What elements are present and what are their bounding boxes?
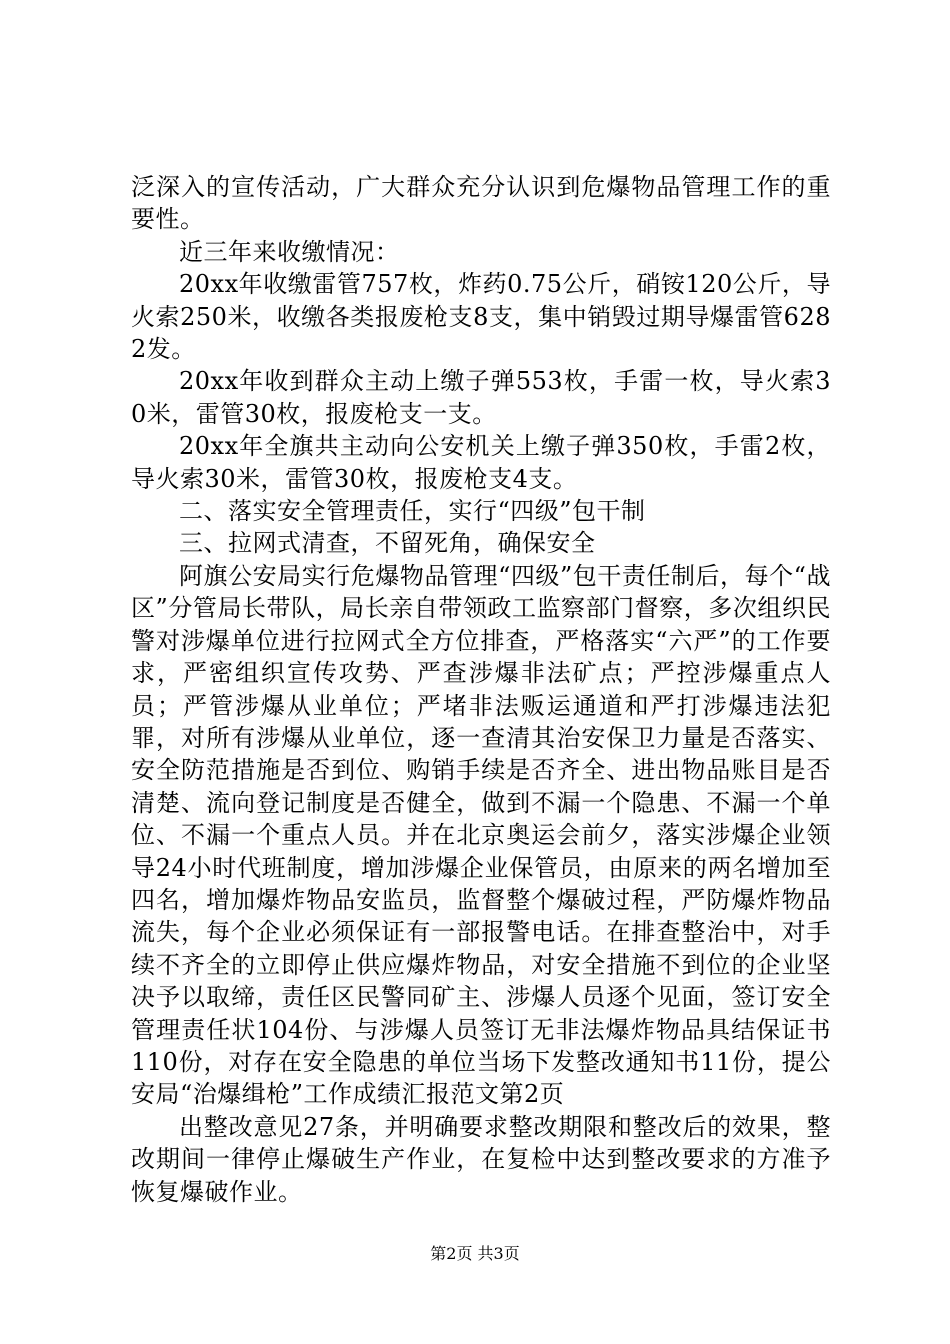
document-body: [131, 171, 831, 1208]
paragraph-4: 20xx年收到群众主动上缴子弹553枚，手雷一枚，导火索30米，雷管30枚，报废枪支一支。: [131, 367, 831, 428]
paragraph-1: 泛深入的宣传活动，广大群众充分认识到危爆物品管理工作的重要性。: [131, 173, 831, 234]
page-footer: 第2页 共3页: [430, 1244, 520, 1263]
section-heading-3: 三、拉网式清查，不留死角，确保安全: [179, 529, 596, 558]
paragraph-3: 20xx年收缴雷管757枚，炸药0.75公斤，硝铵120公斤，导火索250米，收缴各类报废枪支8支，集中销毁过期导爆雷管6282发。: [131, 270, 831, 364]
paragraph-2: 近三年来收缴情况：: [179, 237, 400, 266]
paragraph-5: 20xx年全旗共主动向公安机关上缴子弹350枚，手雷2枚，导火索30米，雷管30枚，报废枪支4支。: [131, 432, 831, 493]
paragraph-9: 出整改意见27条，并明确要求整改期限和整改后的效果，整改期间一律停止爆破生产作业，在复检中达到整改要求的方准予恢复爆破作业。: [131, 1112, 831, 1206]
section-heading-2: 二、落实安全管理责任，实行“四级”包干制: [179, 497, 646, 526]
paragraph-8: 阿旗公安局实行危爆物品管理“四级”包干责任制后，每个“战区”分管局长带队，局长亲自带领政工监察部门督察，多次组织民警对涉爆单位进行拉网式全方位排查，严格落实“六严”的工作要求，严密组织宣传攻势、严查涉爆非法矿点；严控涉爆重点人员；严管涉爆从业单位；严堵非法贩运通道和严打涉爆违法犯罪，对所有涉爆从业单位，逐一查清其治安保卫力量是否落实、安全防范措施是否到位、购销手续是否齐全、进出物品账目是否清楚、流向登记制度是否健全，做到不漏一个隐患、不漏一个单位、不漏一个重点人员。并在北京奥运会前夕，落实涉爆企业领导24小时代班制度，增加涉爆企业保管员，由原来的两名增加至四名，增加爆炸物品安监员，监督整个爆破过程，严防爆炸物品流失，每个企业必须保证有一部报警电话。在排查整治中，对手续不齐全的立即停止供应爆炸物品，对安全措施不到位的企业坚决予以取缔，责任区民警同矿主、涉爆人员逐个见面，签订安全管理责任状104份、与涉爆人员签订无非法爆炸物品具结保证书110份，对存在安全隐患的单位当场下发整改通知书11份，提公安局“治爆缉枪”工作成绩汇报范文第2页: [131, 561, 831, 1109]
